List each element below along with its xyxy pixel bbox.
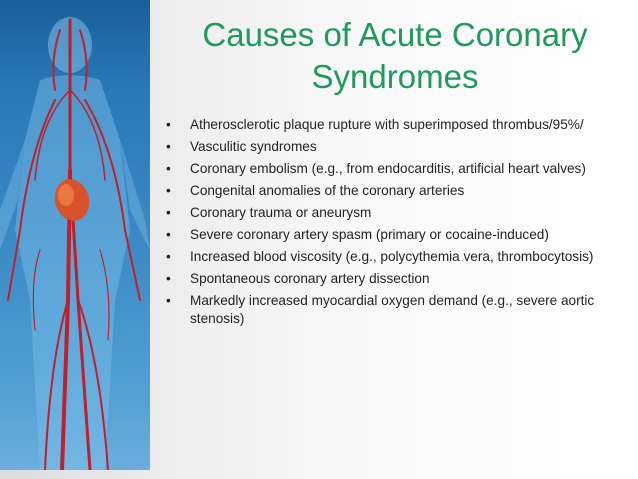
list-item [166, 248, 606, 266]
bullet-text: Vasculitic syndromes [190, 139, 317, 154]
list-item [166, 160, 606, 178]
bullet-text: Atherosclerotic plaque rupture with superimposed thrombus/95%/ [190, 117, 584, 132]
list-item [166, 270, 606, 288]
bullet-marker: • [166, 205, 171, 220]
slide-title: Causes of Acute Coronary Syndromes [202, 16, 588, 95]
bullet-text: Congenital anomalies of the coronary arteries [190, 183, 465, 198]
list-item [166, 182, 606, 200]
bullet-text: Severe coronary artery spasm (primary or cocaine-induced) [190, 227, 549, 242]
bullet-text: Markedly increased myocardial oxygen demand (e.g., severe aortic stenosis) [190, 293, 595, 326]
bullet-marker: • [166, 161, 171, 176]
list-item [166, 116, 606, 134]
bullet-text: Coronary embolism (e.g., from endocarditis, artificial heart valves) [190, 161, 586, 176]
list-item [166, 138, 606, 156]
circulatory-system-illustration-icon [0, 0, 150, 470]
bullet-marker: • [166, 183, 171, 198]
bullet-marker: • [166, 227, 171, 242]
bullet-marker: • [166, 117, 171, 132]
body-figure-svg [0, 0, 150, 470]
list-item [166, 204, 606, 222]
bullet-text: Coronary trauma or aneurysm [190, 205, 372, 220]
list-item [166, 226, 606, 244]
list-item [166, 292, 606, 328]
bullet-marker: • [166, 293, 171, 308]
bullet-text: Increased blood viscosity (e.g., polycythemia vera, thrombocytosis) [190, 249, 594, 264]
bullet-list [166, 116, 606, 332]
bullet-marker: • [166, 139, 171, 154]
bullet-marker: • [166, 271, 171, 286]
bullet-text: Spontaneous coronary artery dissection [190, 271, 430, 286]
bullet-marker: • [166, 249, 171, 264]
